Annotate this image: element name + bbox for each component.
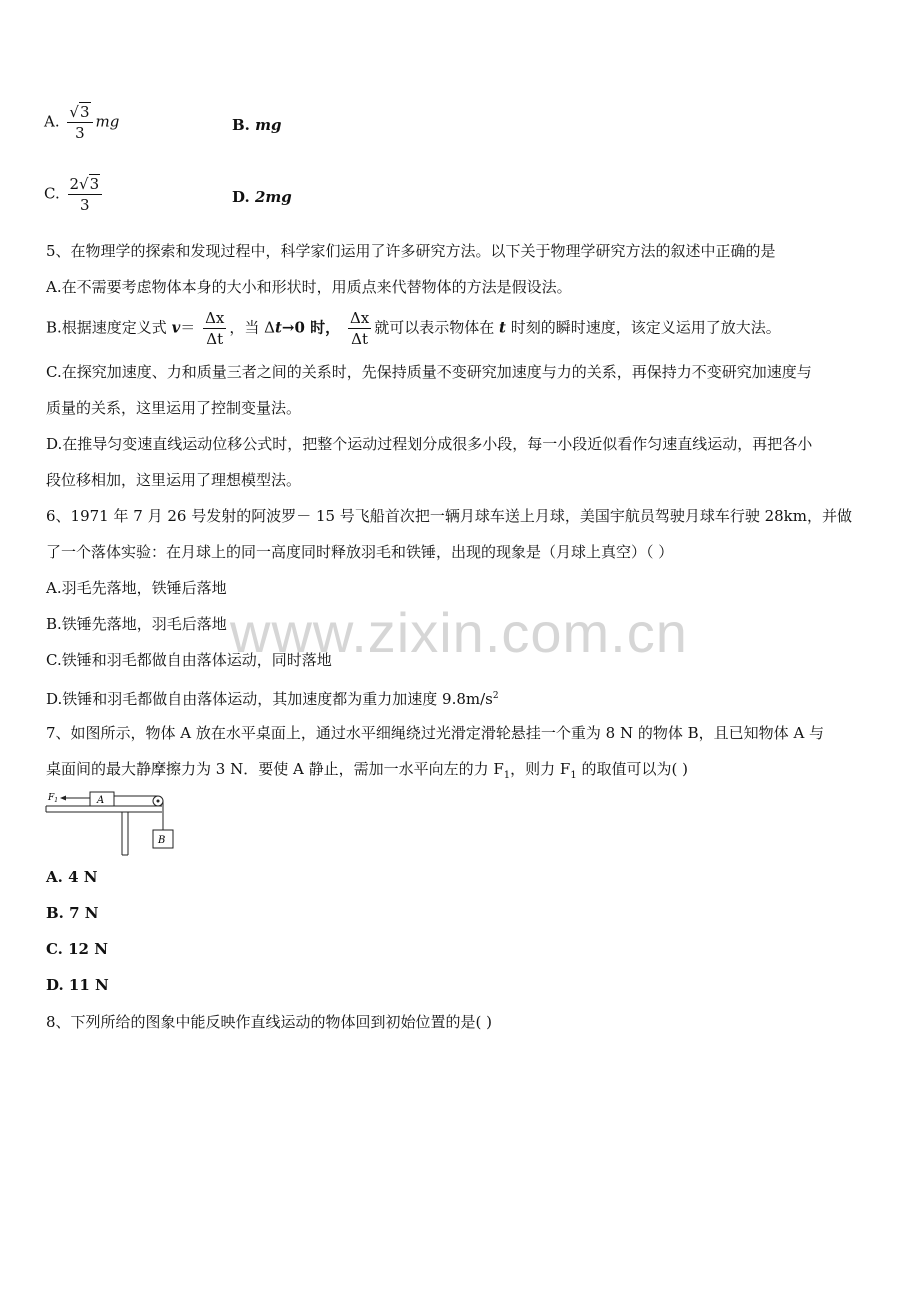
q7-stem2-mid: ，则力 F <box>510 760 571 778</box>
radicand: 3 <box>89 175 100 193</box>
watermark: www.zixin.com.cn <box>230 601 688 664</box>
delta-x-over-delta-t-2 <box>348 308 371 349</box>
q7-stem-line2 <box>46 759 688 786</box>
q7-sub1: 1 <box>503 770 511 781</box>
q5-b-equals: ＝ <box>180 318 196 337</box>
q7-stem-line1: 7、如图所示，物体 A 放在水平桌面上，通过水平细绳绕过光滑定滑轮悬挂一个重为 8 N 的物体 B，且已知物体 A 与 <box>46 724 825 742</box>
q5-option-d-line1: D.在推导匀变速直线运动位移公式时，把整个运动过程划分成很多小段，每一小段近似看作匀速直线运动，再把各小 <box>46 435 813 453</box>
q5-b-post1: 就可以表示物体在 <box>374 318 500 337</box>
option-label: C. <box>44 184 60 203</box>
q5-b-v: v <box>171 318 181 337</box>
table-leg <box>122 812 128 855</box>
q5-b-t2: t <box>499 318 506 337</box>
q5-b-mid2: →0 时， <box>281 318 341 337</box>
denominator: 3 <box>80 196 90 214</box>
q7-option-c: C. 12 N <box>46 940 108 958</box>
q6-option-d <box>46 686 499 709</box>
q4-option-c <box>44 174 105 215</box>
pulley-axle <box>157 800 160 803</box>
option-a-tail: mg <box>95 112 120 131</box>
q4-option-b <box>232 116 282 134</box>
coefficient: 2 <box>69 175 80 193</box>
q6-stem-line1: 6、1971 年 7 月 26 号发射的阿波罗－ 15 号飞船首次把一辆月球车送上月球，美国宇航员驾驶月球车行驶 28km，并做 <box>46 507 852 525</box>
denominator: 3 <box>75 124 85 142</box>
q7-stem2-end: 的取值可以为( ) <box>576 760 688 778</box>
q5-b-prefix: B.根据速度定义式 <box>46 318 172 337</box>
force-label <box>47 793 58 804</box>
option-label: A. <box>44 112 60 131</box>
option-label: B. <box>232 116 250 134</box>
q6-d-text: D.铁锤和羽毛都做自由落体运动，其加速度都为重力加速度 9.8m/s <box>46 690 493 708</box>
fraction: $\frac{√3}{3}$ <box>67 102 92 143</box>
q4-option-a <box>44 102 119 143</box>
fraction-numerator: Δx <box>349 309 370 327</box>
force-label-f: F <box>48 793 55 803</box>
q5-option-d-line2: 段位移相加，这里运用了理想模型法。 <box>46 471 302 489</box>
fraction-numerator: Δx <box>205 309 225 327</box>
fraction-denominator: Δt <box>206 330 224 348</box>
option-label: D. <box>232 188 250 206</box>
q7-option-b: B. 7 N <box>46 904 99 922</box>
q6-option-a: A.羽毛先落地，铁锤后落地 <box>46 579 227 597</box>
q8-stem: 8、下列所给的图象中能反映作直线运动的物体回到初始位置的是( ) <box>46 1013 493 1031</box>
q5-stem: 5、在物理学的探索和发现过程中，科学家们运用了许多研究方法。以下关于物理学研究方法的叙述中正确的是 <box>46 242 776 260</box>
q5-option-b <box>46 308 781 349</box>
q6-d-superscript: 2 <box>492 691 499 701</box>
fraction: $\frac{2√3}{3}$ <box>68 174 103 215</box>
radicand: 3 <box>79 103 90 121</box>
delta-x-over-delta-t <box>203 308 226 349</box>
q5-option-c-line1: C.在探究加速度、力和质量三者之间的关系时，先保持质量不变研究加速度与力的关系，再保持力不变研究加速度与 <box>46 363 812 381</box>
q6-option-b: B.铁锤先落地，羽毛后落地 <box>46 615 227 633</box>
q5-option-c-line2: 质量的关系，这里运用了控制变量法。 <box>46 399 302 417</box>
q7-sub2: 1 <box>570 770 577 781</box>
q5-option-a: A.在不需要考虑物体本身的大小和形状时，用质点来代替物体的方法是假设法。 <box>46 278 572 296</box>
pulley-diagram <box>44 788 184 860</box>
option-b-value: mg <box>255 116 282 134</box>
force-label-sub: 1 <box>54 797 59 804</box>
option-d-value: 2mg <box>254 188 292 206</box>
q6-option-c: C.铁锤和羽毛都做自由落体运动，同时落地 <box>46 651 332 669</box>
block-b-label: B <box>158 835 166 846</box>
q5-b-mid1: ，当 Δ <box>229 318 275 337</box>
q5-b-post2: 时刻的瞬时速度，该定义运用了放大法。 <box>505 318 781 337</box>
q7-option-a: A. 4 N <box>46 868 98 886</box>
q7-stem2-text: 桌面间的最大静摩擦力为 3 N．要使 A 静止，需加一水平向左的力 F <box>46 760 504 778</box>
q6-stem-line2: 了一个落体实验：在月球上的同一高度同时释放羽毛和铁锤，出现的现象是（月球上真空）（ ） <box>46 543 674 561</box>
q4-option-d <box>232 188 292 206</box>
q7-option-d: D. 11 N <box>46 976 109 994</box>
q5-b-t: t <box>274 318 282 337</box>
block-a-label: A <box>97 795 105 806</box>
fraction-denominator: Δt <box>351 330 369 348</box>
table-surface <box>46 806 162 812</box>
force-arrowhead <box>60 796 66 801</box>
